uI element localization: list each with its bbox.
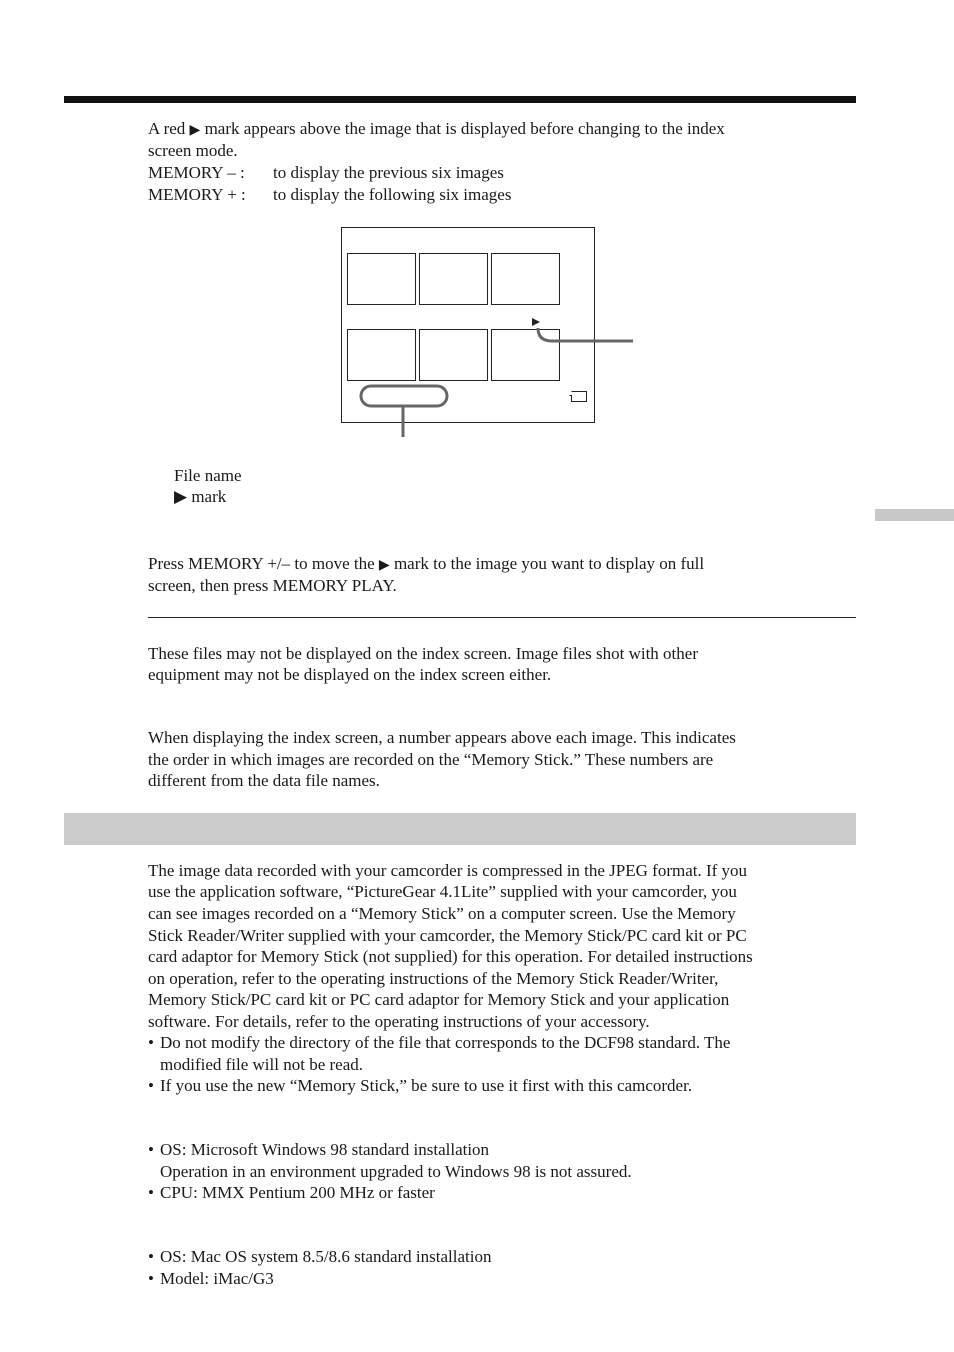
bullet-icon: • [148,1183,154,1202]
play-mark-icon: ▶ [189,123,201,138]
bullet-icon: • [148,1076,154,1095]
memory-minus-key: MEMORY – : [148,163,245,182]
step-line-2: screen, then press MEMORY PLAY. [148,576,397,595]
step-line-1: Press MEMORY +/– to move the ▶ mark to the image you want to display on full [148,554,705,573]
thumbnail-4 [348,330,416,381]
section-heading-band [64,813,856,845]
caution-item-2: • If you use the new “Memory Stick,” be sure to use it first with this camcorder. [148,1076,693,1095]
body-line-5: card adaptor for Memory Stick (not supplied) for this operation. For detailed instructions [148,947,753,966]
memory-plus-desc: to display the following six images [273,185,512,204]
thumbnail-2 [420,254,488,305]
body-line-3: can see images recorded on a “Memory Stick” on a computer screen. Use the Memory [148,904,736,923]
body-line-1: The image data recorded with your camcorder is compressed in the JPEG format. If you [148,861,748,880]
bullet-icon: • [148,1140,154,1159]
bullet-icon: • [148,1247,154,1266]
thumbnail-1 [348,254,416,305]
body-line-7: Memory Stick/PC card kit or PC card adaptor for Memory Stick and your application [148,990,730,1009]
play-mark-icon: ▶ [378,558,390,573]
thumbnail-5 [420,330,488,381]
intro-line-2: screen mode. [148,141,238,160]
side-tab [875,509,954,521]
body-line-4: Stick Reader/Writer supplied with your camcorder, the Memory Stick/PC card kit or PC [148,926,747,945]
index-screen-figure [330,220,650,445]
mac-model-item: • Model: iMac/G3 [148,1269,274,1288]
mac-os-item: • OS: Mac OS system 8.5/8.6 standard installation [148,1247,492,1266]
intro-line-1: A red ▶ mark appears above the image that is displayed before changing to the index [148,119,725,138]
bullet-icon: • [148,1269,154,1288]
windows-os-item: • OS: Microsoft Windows 98 standard installation [148,1140,490,1159]
windows-cpu-item: • CPU: MMX Pentium 200 MHz or faster [148,1183,435,1202]
caution-item-1-cont: modified file will not be read. [160,1055,363,1074]
note1-line-1: These files may not be displayed on the index screen. Image files shot with other [148,644,698,663]
caution-item-1: • Do not modify the directory of the file that corresponds to the DCF98 standard. The [148,1033,731,1052]
note2-line-1: When displaying the index screen, a number appears above each image. This indicates [148,728,736,747]
body-line-8: software. For details, refer to the operating instructions of your accessory. [148,1012,650,1031]
bullet-icon: • [148,1033,154,1052]
top-rule [64,96,856,103]
note1-line-2: equipment may not be displayed on the index screen either. [148,665,552,684]
body-line-6: on operation, refer to the operating instructions of the Memory Stick Reader/Writer, [148,969,719,988]
thumbnail-3 [492,254,560,305]
windows-os-note: Operation in an environment upgraded to Windows 98 is not assured. [160,1162,632,1181]
body-line-2: use the application software, “PictureGear 4.1Lite” supplied with your camcorder, you [148,882,737,901]
thumbnail-6 [492,330,560,381]
note2-line-3: different from the data file names. [148,771,380,790]
memory-plus-key: MEMORY + : [148,185,246,204]
note2-line-2: the order in which images are recorded on the “Memory Stick.” These numbers are [148,750,714,769]
memory-minus-desc: to display the previous six images [273,163,504,182]
section-rule [148,617,856,618]
file-name-callout [361,386,447,406]
legend-mark: ▶ mark [174,487,227,506]
legend-file-name: File name [174,466,242,485]
